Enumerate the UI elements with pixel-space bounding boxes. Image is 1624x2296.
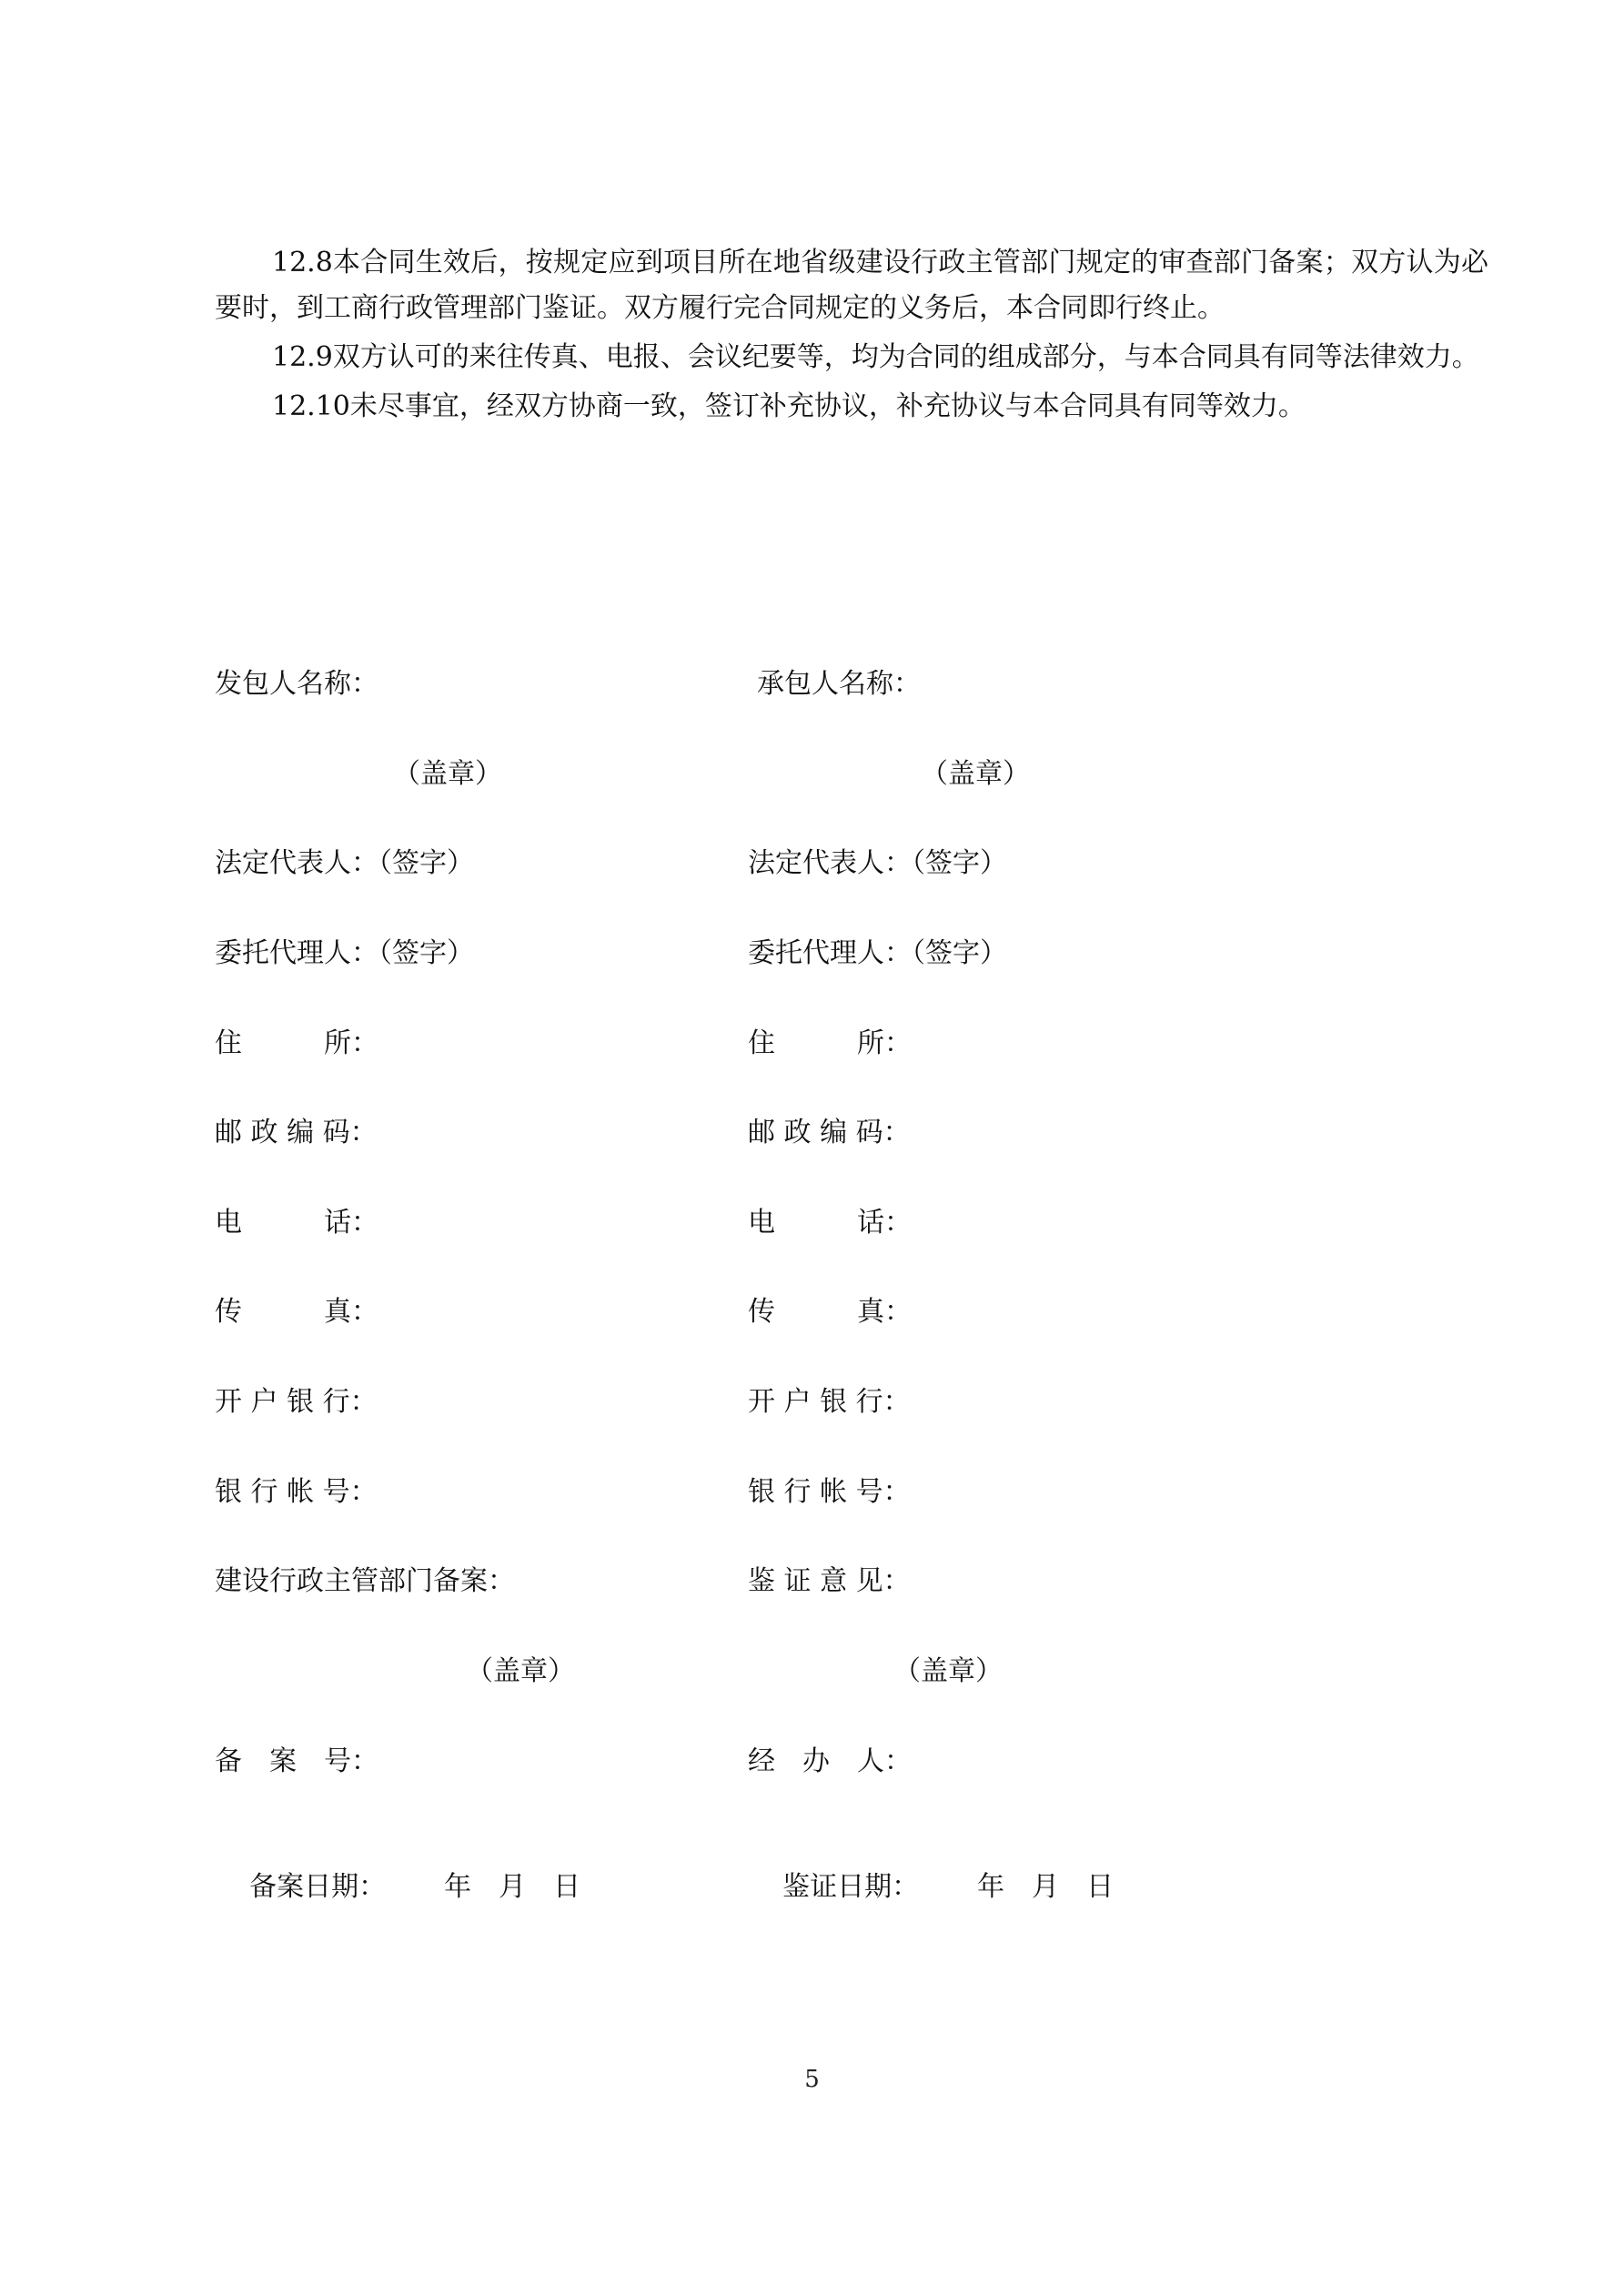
contractor-name-label: 承包人名称： [757, 668, 921, 700]
record-date-label: 备案日期： [249, 1871, 387, 1903]
handler: 经 办 人： [748, 1745, 912, 1777]
clause-12-10: 12.10未尽事宜，经双方协商一致，签订补充协议，补充协议与本合同具有同等效力。 [272, 390, 1306, 422]
employer-phone: 电 话： [215, 1207, 378, 1239]
record-number: 备 案 号： [215, 1745, 378, 1777]
clause-12-8: 12.8本合同生效后，按规定应到项目所在地省级建设行政主管部门规定的审查部门备案；双方认为必要时，到工商行政管理部门鉴证。双方履行完合同规定的义务后，本合同即行终止。 [215, 247, 1488, 324]
employer-seal: （盖章） [393, 758, 502, 790]
record-date [215, 1833, 580, 1942]
contractor-fax: 传 真： [748, 1296, 912, 1328]
contractor-seal: （盖章） [921, 758, 1030, 790]
employer-name-label: 发包人名称： [215, 668, 378, 700]
page-number: 5 [804, 2066, 820, 2093]
authority-record-label: 建设行政主管部门备案： [215, 1565, 515, 1597]
contractor-address: 住 所： [748, 1027, 912, 1059]
clause-12-9: 12.9双方认可的来往传真、电报、会议纪要等，均为合同的组成部分，与本合同具有同等法律效力。 [272, 341, 1479, 373]
certification-seal: （盖章） [893, 1655, 1003, 1687]
employer-address: 住 所： [215, 1027, 378, 1059]
certification-date [748, 1833, 1114, 1942]
contractor-postcode: 邮 政 编 码： [748, 1117, 911, 1148]
contractor-agent: 委托代理人：（签字） [748, 937, 1007, 969]
employer-account: 银 行 帐 号： [215, 1476, 378, 1508]
employer-legal-rep: 法定代表人：（签字） [215, 847, 474, 879]
contract-clauses [215, 240, 1488, 433]
contractor-phone: 电 话： [748, 1207, 912, 1239]
authority-seal: （盖章） [466, 1655, 575, 1687]
certification-date-label: 鉴证日期： [782, 1871, 920, 1903]
record-date-fields: 年 月 日 [444, 1871, 581, 1903]
contractor-bank: 开 户 银 行： [748, 1386, 911, 1418]
certification-date-fields: 年 月 日 [977, 1871, 1115, 1903]
employer-bank: 开 户 银 行： [215, 1386, 378, 1418]
contractor-account: 银 行 帐 号： [748, 1476, 911, 1508]
certification-opinion-label: 鉴 证 意 见： [748, 1565, 911, 1597]
contractor-legal-rep: 法定代表人：（签字） [748, 847, 1007, 879]
employer-fax: 传 真： [215, 1296, 378, 1328]
employer-postcode: 邮 政 编 码： [215, 1117, 378, 1148]
employer-agent: 委托代理人：（签字） [215, 937, 474, 969]
